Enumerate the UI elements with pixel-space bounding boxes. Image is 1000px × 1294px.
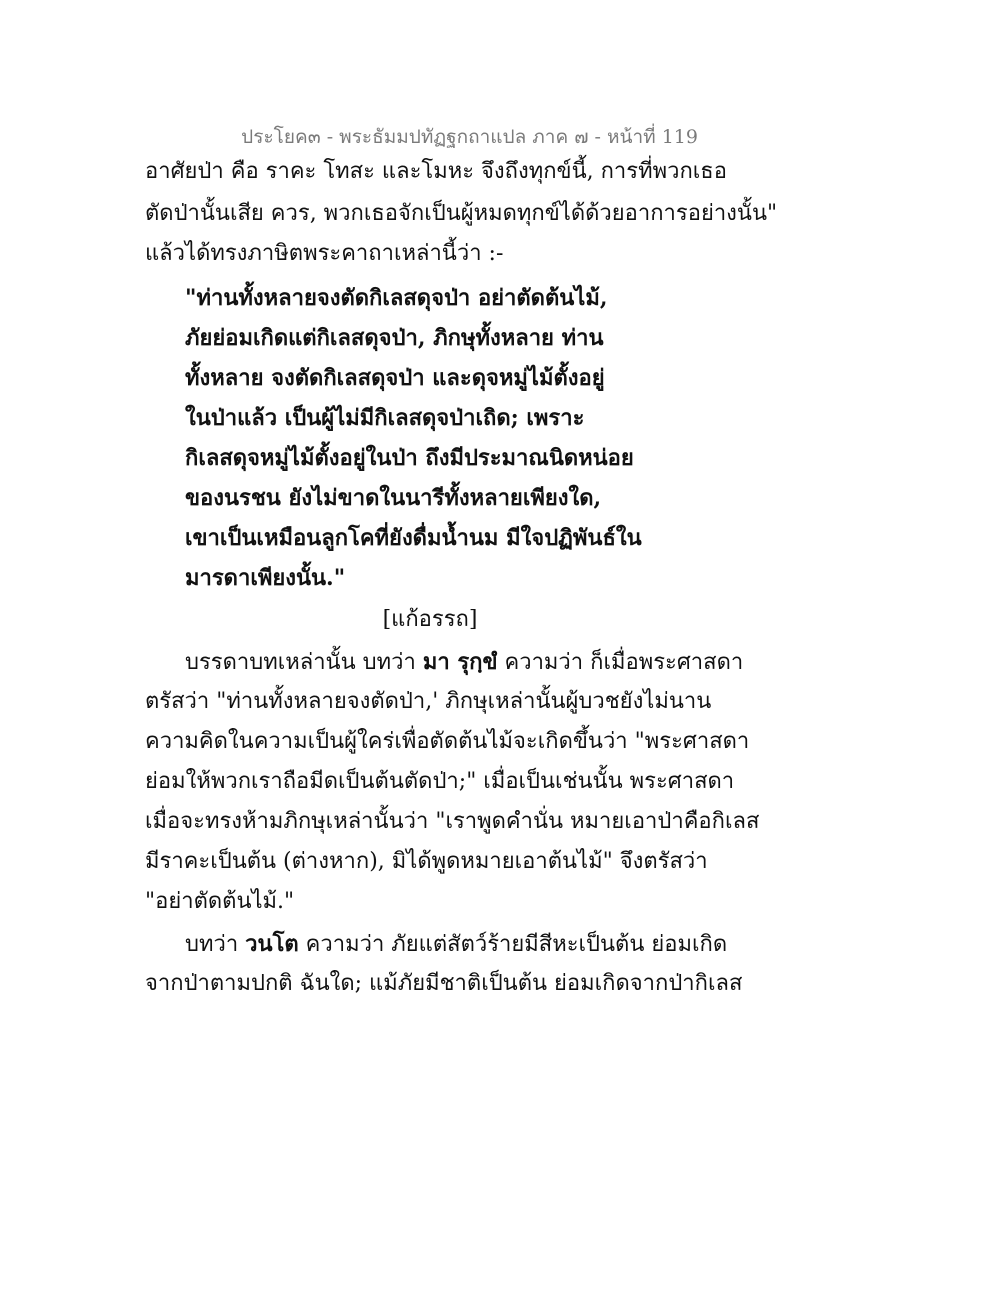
paragraph-text: บทว่า — [185, 932, 246, 957]
paragraph-text: ความว่า ก็เมื่อพระศาสดา — [497, 650, 744, 675]
paragraph-first-line — [185, 930, 727, 959]
paragraph-line: มีราคะเป็นต้น (ต่างหาก), มิได้พูดหมายเอาต้นไม้" จึงตรัสว่า — [145, 849, 708, 874]
paragraph-line: "อย่าตัดต้นไม้." — [145, 889, 295, 914]
verse-line: ในป่าแล้ว เป็นผู้ไม่มีกิเลสดุจป่าเถิด; เพราะ — [185, 405, 585, 431]
paragraph-line: ย่อมให้พวกเราถือมีดเป็นต้นตัดป่า;" เมื่อเป็นเช่นนั้น พระศาสดา — [145, 769, 735, 794]
verse-line: เขาเป็นเหมือนลูกโคที่ยังดื่มน้ำนม มีใจปฏิพันธ์ใน — [185, 525, 642, 551]
intro-line: อาศัยป่า คือ ราคะ โทสะ และโมหะ จึงถึงทุกข์นี้, การที่พวกเธอ — [145, 159, 727, 184]
verse-line: ทั้งหลาย จงตัดกิเลสดุจป่า และดุจหมู่ไม้ตั้งอยู่ — [185, 365, 605, 391]
intro-line: แล้วได้ทรงภาษิตพระคาถาเหล่านี้ว่า :- — [145, 241, 504, 266]
verse-line: มารดาเพียงนั้น." — [185, 565, 346, 591]
running-header: ประโยค๓ - พระธัมมปทัฏฐกถาแปล ภาค ๗ - หน้าที่ 119 — [241, 126, 698, 148]
intro-line: ตัดป่านั้นเสีย ควร, พวกเธอจักเป็นผู้หมดทุกข์ได้ด้วยอาการอย่างนั้น" — [145, 201, 778, 226]
verse-line: "ท่านทั้งหลายจงตัดกิเลสดุจป่า อย่าตัดต้นไม้, — [185, 285, 608, 311]
verse-line: กิเลสดุจหมู่ไม้ตั้งอยู่ในป่า ถึงมีประมาณนิดหน่อย — [185, 445, 634, 471]
paragraph-first-line — [185, 648, 743, 677]
paragraph-text: บรรดาบทเหล่านั้น บทว่า — [185, 650, 423, 675]
pali-term: วนโต — [245, 931, 299, 957]
paragraph-line: ความคิดในความเป็นผู้ใคร่เพื่อตัดต้นไม้จะเกิดขึ้นว่า "พระศาสดา — [145, 729, 750, 754]
pali-term: มา รุกฺขํ — [422, 649, 498, 675]
paragraph-line: จากป่าตามปกติ ฉันใด; แม้ภัยมีชาติเป็นต้น ย่อมเกิดจากป่ากิเลส — [145, 971, 743, 996]
section-heading: [แก้อรรถ] — [382, 607, 478, 632]
verse-line: ภัยย่อมเกิดแต่กิเลสดุจป่า, ภิกษุทั้งหลาย ท่าน — [185, 325, 604, 351]
paragraph-text: ความว่า ภัยแต่สัตว์ร้ายมีสีหะเป็นต้น ย่อมเกิด — [298, 932, 728, 957]
verse-line: ของนรชน ยังไม่ขาดในนารีทั้งหลายเพียงใด, — [185, 485, 602, 511]
paragraph-line: ตรัสว่า "ท่านทั้งหลายจงตัดป่า,' ภิกษุเหล่านั้นผู้บวชยังไม่นาน — [145, 689, 712, 714]
paragraph-line: เมื่อจะทรงห้ามภิกษุเหล่านั้นว่า "เราพูดคำนั่น หมายเอาป่าคือกิเลส — [145, 809, 760, 834]
